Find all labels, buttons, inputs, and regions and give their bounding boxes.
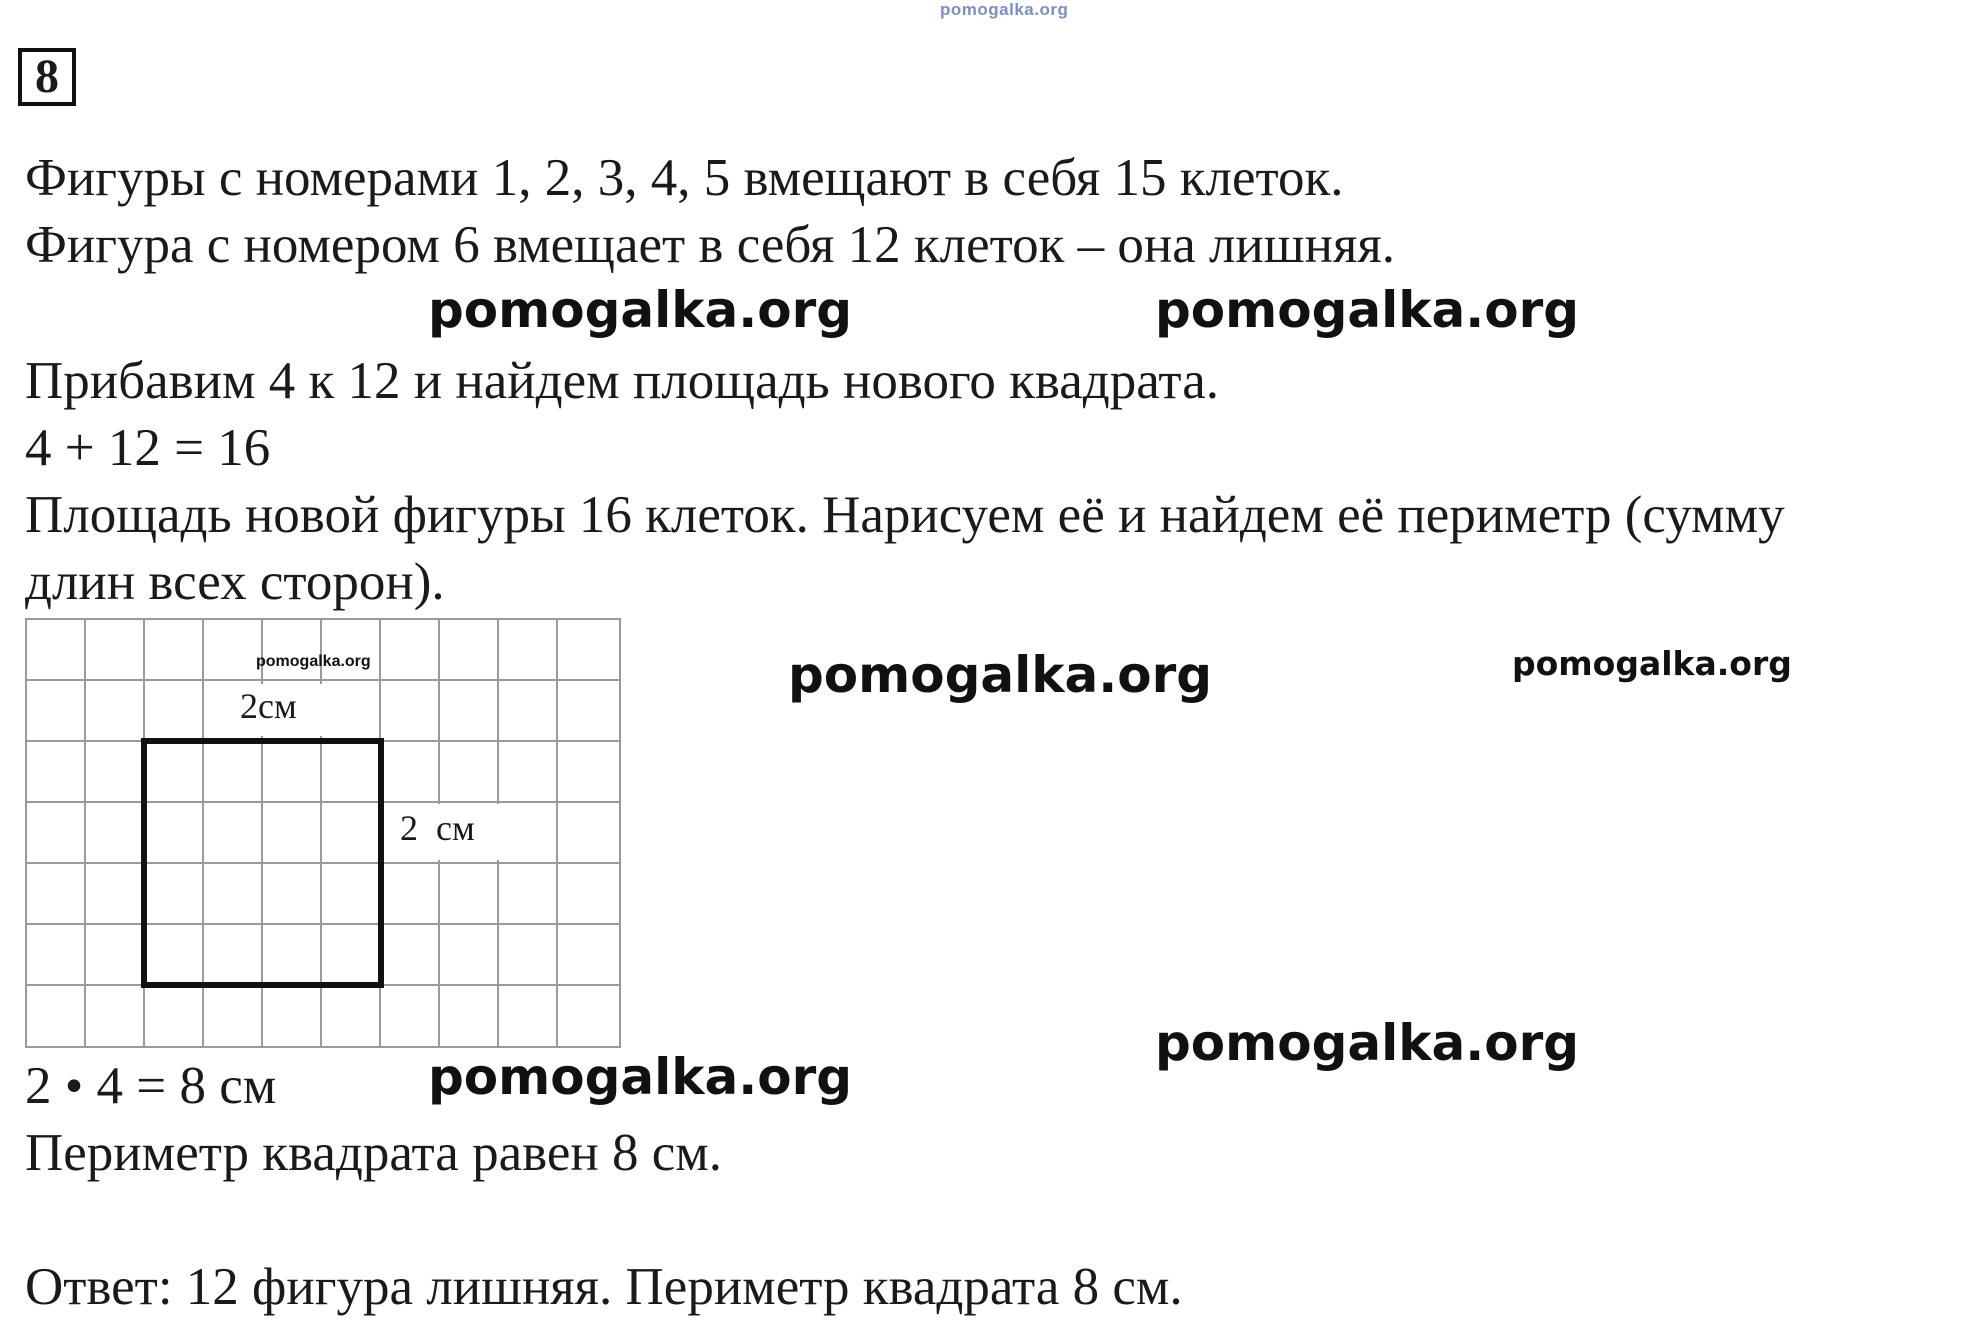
top-watermark: pomogalka.org [940, 0, 1069, 19]
watermark-3: pomogalka.org [788, 646, 1213, 704]
text-line-7: 2 • 4 = 8 см [25, 1057, 277, 1115]
text-line-5: Площадь новой фигуры 16 клеток. Нарисуем её и найдем её периметр (сумму [25, 486, 1785, 544]
watermark-4: pomogalka.org [1512, 644, 1792, 683]
watermark-2: pomogalka.org [1155, 281, 1580, 339]
text-line-4: 4 + 12 = 16 [25, 419, 271, 477]
square-top-label: 2см [240, 686, 297, 726]
watermark-1: pomogalka.org [428, 281, 853, 339]
square-side-label: 2 см [400, 808, 475, 848]
text-line-3: Прибавим 4 к 12 и найдем площадь нового квадрата. [25, 352, 1219, 410]
watermark-6: pomogalka.org [428, 1048, 853, 1106]
text-line-8: Периметр квадрата равен 8 см. [25, 1124, 723, 1182]
text-line-1: Фигуры с номерами 1, 2, 3, 4, 5 вмещают в себя 15 клеток. [25, 149, 1344, 207]
grid-figure [25, 618, 621, 1048]
task-number-box [18, 48, 76, 106]
watermark-5: pomogalka.org [1155, 1014, 1580, 1072]
text-line-2: Фигура с номером 6 вмещает в себя 12 клеток – она лишняя. [25, 216, 1395, 274]
grid-watermark: pomogalka.org [256, 653, 371, 670]
answer-line: Ответ: 12 фигура лишняя. Периметр квадрата 8 см. [25, 1258, 1183, 1316]
task-number: 8 [35, 50, 59, 103]
text-line-6: длин всех сторон). [25, 553, 445, 611]
